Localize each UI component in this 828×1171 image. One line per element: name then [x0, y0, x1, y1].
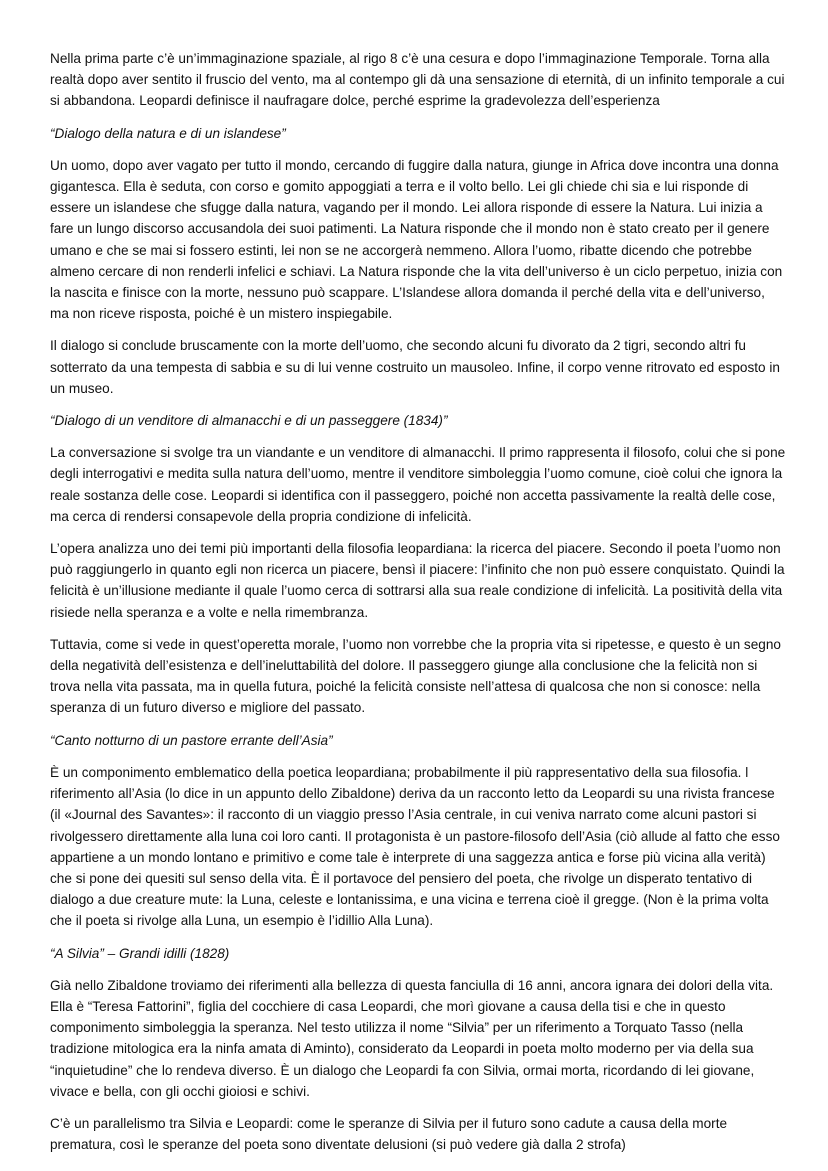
- paragraph-venditore-conversation: La conversazione si svolge tra un viandante e un venditore di almanacchi. Il primo rappresenta il filosofo, colui che si pone degli interrogativi e medita sulla natura dell’uomo, mentre il venditore simboleggia l’uomo comune, cioè colui che ignora la reale sostanza delle cose. Leopardi si identifica con il passeggero, poiché non accetta passivamente la realtà delle cose, ma cerca di rendersi consapevole della propria condizione di infelicità.: [50, 445, 786, 524]
- paragraph-islandese-plot: Un uomo, dopo aver vagato per tutto il mondo, cercando di fuggire dalla natura, giunge in Africa dove incontra una donna gigantesca. Ella è seduta, con corso e gomito appoggiati a terra e il volto bello. Lei gli chiede chi sia e lui risponde di essere un islandese che sfugge dalla natura, vagando per il mondo. Lei allora risponde di essere la Natura. Lui inizia a fare un lungo discorso accusandola dei suoi patimenti. La Natura risponde che il mondo non è stato creato per il genere umano e che se mai si fossero estinti, lei non se ne accorgerà nemmeno. Allora l’uomo, ribatte dicendo che potrebbe almeno cercare di non renderli infelici e schiavi. La Natura risponde che la vita dell’universo è un ciclo perpetuo, inizia con la nascita e finisce con la morte, nessuno può scappare. L’Islandese allora domanda il perché della vita e dell’universo, ma non riceve risposta, poiché è un mistero inspiegabile.: [50, 157, 783, 322]
- paragraph-infinito-summary: Nella prima parte c’è un’immaginazione spaziale, al rigo 8 c’è una cesura e dopo l’immaginazione Temporale. Torna alla realtà dopo aver sentito il fruscio del vento, ma al contempo gli dà una sensazione di eternità, di un infinito temporale a cui si abbandona. Leopardi definisce il naufragare dolce, perché esprime la gradevolezza dell’esperienza: [50, 51, 785, 109]
- heading-a-silvia: “A Silvia” – Grandi idilli (1828): [50, 945, 230, 961]
- heading-dialogo-natura-islandese: “Dialogo della natura e di un islandese”: [50, 125, 286, 141]
- paragraph-silvia-parallelismo: C’è un parallelismo tra Silvia e Leopardi: come le speranze di Silvia per il futuro sono cadute a causa della morte prematura, così le speranze del poeta sono diventate delusioni (si può vedere già dalla 2 strofa): [50, 1115, 728, 1153]
- paragraph-canto-notturno: È un componimento emblematico della poetica leopardiana; probabilmente il più rappresentativo della sua filosofia. l riferimento all’Asia (lo dice in un appunto dello Zibaldone) deriva da un racconto letto da Leopardi su una rivista francese (il «Journal des Savantes»: il racconto di un viaggio presso l’Asia centrale, in cui veniva narrato come alcuni pastori si rivolgessero direttamente alla luna coi loro canti. Il protagonista è un pastore-filosofo dell’Asia (ciò allude al fatto che esso appartiene a un mondo lontano e primitivo e come tale è interprete di una saggezza antica e forse più vicina alla verità) che si pone dei quesiti sul senso della vita. È il portavoce del pensiero del poeta, che rivolge un disperato tentativo di dialogo a due creature mute: la Luna, celeste e lontanissima, e una vicina e terrena cioè il gregge. (Non è la prima volta che il poeta si rivolge alla Luna, un esempio è l’idillio Alla Luna).: [50, 764, 780, 929]
- paragraph-islandese-ending: Il dialogo si conclude bruscamente con la morte dell’uomo, che secondo alcuni fu divorato da 2 tigri, secondo altri fu sotterrato da una tempesta di sabbia e su di lui venne costruito un mausoleo. Infine, il corpo venne ritrovato ed esposto in un museo.: [50, 338, 780, 396]
- paragraph-silvia-description: Già nello Zibaldone troviamo dei riferimenti alla bellezza di questa fanciulla di 16 anni, ancora ignara dei dolori della vita. Ella è “Teresa Fattorini”, figlia del cocchiere di casa Leopardi, che morì giovane a causa della tisi e che in questo componimento simboleggia la speranza. Nel testo utilizza il nome “Silvia” per un riferimento a Torquato Tasso (nella tradizione mitologica era la ninfa amata di Aminto), considerato da Leopardi in poeta molto moderno per via della sua “inquietudine” che lo rendeva diverso. È un dialogo che Leopardi fa con Silvia, ormai morta, ricordando di lei giovane, vivace e bella, con gli occhi gioiosi e schivi.: [50, 977, 774, 1099]
- heading-dialogo-venditore-almanacchi: “Dialogo di un venditore di almanacchi e di un passeggere (1834)”: [50, 413, 448, 429]
- paragraph-venditore-conclusion: Tuttavia, come si vede in quest’operetta morale, l’uomo non vorrebbe che la propria vita si ripetesse, e questo è un segno della negatività dell’esistenza e dell’ineluttabilità del dolore. Il passeggero giunge alla conclusione che la felicità non si trova nella vita passata, ma in quella futura, poiché la felicità consiste nell’attesa di qualcosa che non si conosce: nella speranza di un futuro diverso e migliore del passato.: [50, 636, 781, 716]
- heading-canto-notturno: “Canto notturno di un pastore errante dell’Asia”: [50, 732, 333, 748]
- paragraph-venditore-piacere: L’opera analizza uno dei temi più importanti della filosofia leopardiana: la ricerca del piacere. Secondo il poeta l’uomo non può raggiungerlo in quanto egli non ricerca un piacere, bensì il piacere: l’infinito che non può essere conquistato. Quindi la felicità è un’illusione mediante il quale l’uomo cerca di sottrarsi alla sua reale condizione di infelicità. La positività della vita risiede nella speranza e a volte e nella rimembranza.: [50, 541, 785, 620]
